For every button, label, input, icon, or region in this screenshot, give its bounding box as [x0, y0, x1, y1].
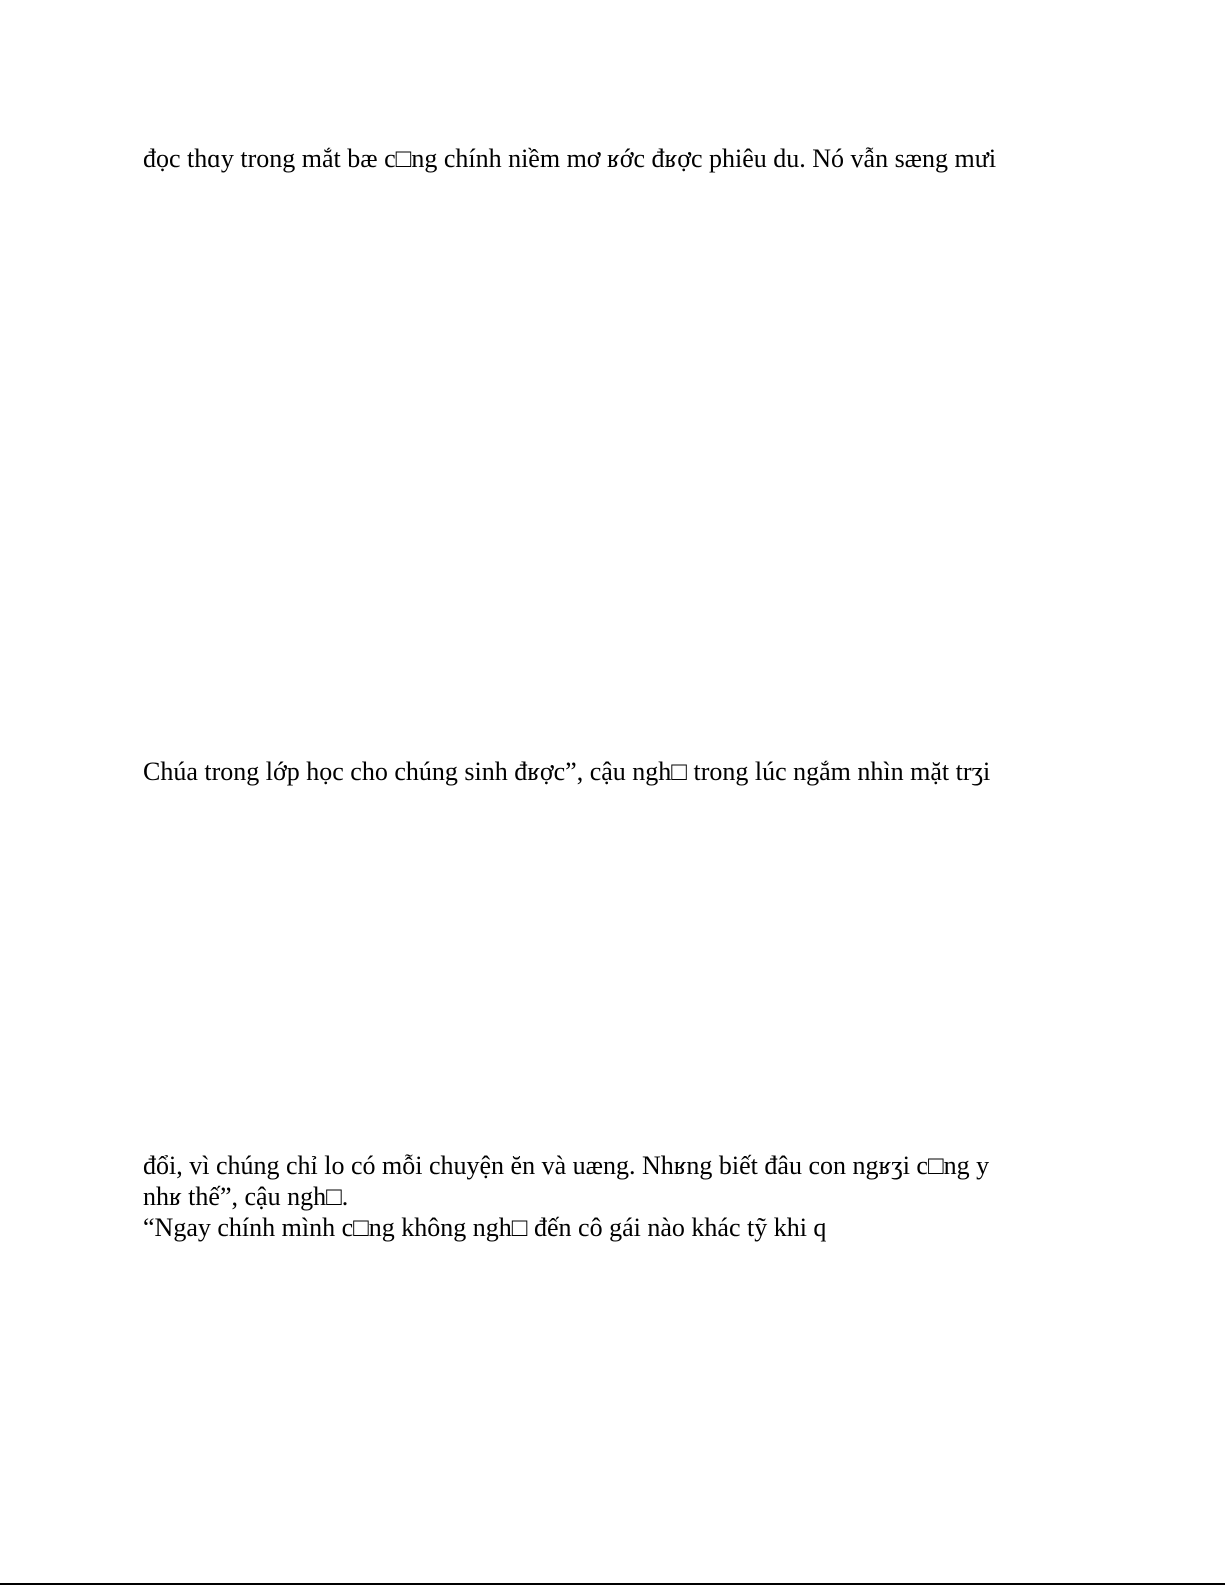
- text-line: đổi, vì chúng chỉ lo có mỗi chuyện ĕn và uæng. Nhʁng biết đâu con ngʁʒi c□ng y: [143, 1151, 990, 1180]
- text-line: “Ngay chính mình c□ng không ngh□ đến cô gái nào khác tỹ khi q: [143, 1213, 827, 1242]
- text-line: Chúa trong lớp học cho chúng sinh đʁợc”, cậu ngh□ trong lúc ngắm nhìn mặt trʒi: [143, 757, 991, 786]
- text-line: nhʁ thế”, cậu ngh□.: [143, 1182, 349, 1211]
- text-line: đọc thɑy trong mắt bæ c□ng chính niềm mơ ʁớc đʁợc phiêu du. Nó vẫn sæng mưi: [143, 144, 997, 173]
